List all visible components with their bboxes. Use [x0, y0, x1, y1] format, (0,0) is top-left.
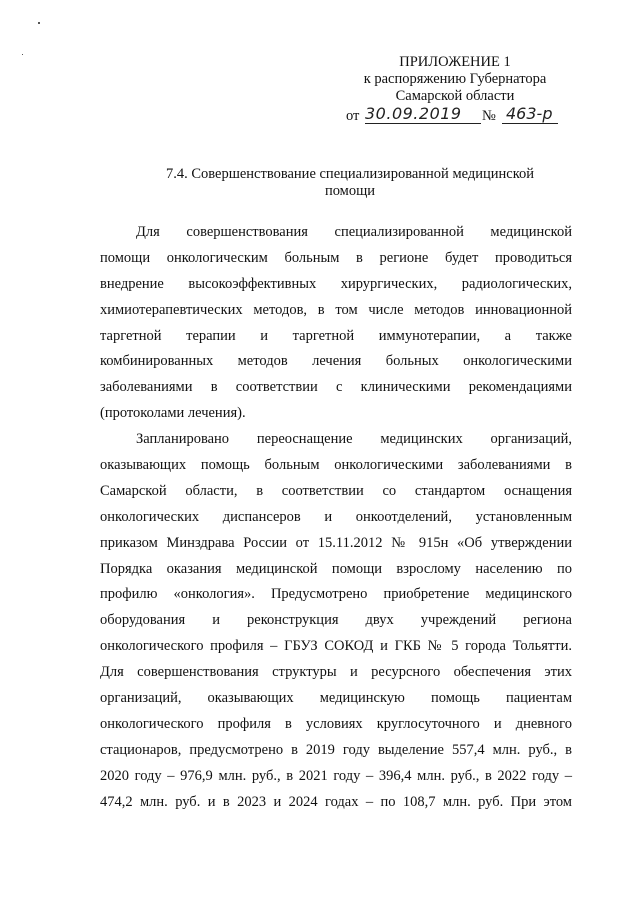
text-line: организаций, оказывающих медицинскую помощь пациентам: [100, 690, 572, 707]
text-line: внедрение высокоэффективных хирургических, радиологических,: [100, 275, 572, 292]
handwritten-date: 30.09.2019: [365, 104, 462, 123]
text-line: стационаров, предусмотрено в 2019 году выделение 557,4 млн. руб., в: [100, 741, 572, 758]
heading-line: 7.4. Совершенствование специализированной медицинской: [165, 166, 535, 182]
text-line: Для совершенствования структуры и ресурсного обеспечения этих: [100, 664, 572, 681]
text-line: Запланировано переоснащение медицинских организаций,: [136, 431, 572, 448]
from-label: от: [346, 108, 360, 124]
annex-subtitle: к распоряжению Губернатора: [363, 71, 547, 87]
text-line: химиотерапевтических методов, в том числе методов инновационной: [100, 301, 572, 318]
text-line: оборудования и реконструкция двух учреждений региона: [100, 612, 572, 629]
handwritten-number: 463-р: [506, 104, 553, 123]
text-line: приказом Минздрава России от 15.11.2012 № 915н «Об утверждении: [100, 534, 572, 551]
text-line: онкологических диспансеров и онкоотделений, установленным: [100, 508, 572, 525]
scan-speck: [38, 22, 40, 24]
text-line: (протоколами лечения).: [100, 405, 246, 422]
section-heading: [140, 166, 560, 200]
text-line: Порядка оказания медицинской помощи взрослому населению по: [100, 560, 572, 577]
text-line: профилю «онкология». Предусмотрено приобретение медицинского: [100, 586, 572, 603]
annex-block: [330, 54, 580, 105]
text-line: Самарской области, в соответствии со стандартом оснащения: [100, 482, 572, 499]
text-line: комбинированных методов лечения больных онкологическими: [100, 353, 572, 370]
scan-speck: [22, 54, 23, 55]
number-underline: [502, 123, 558, 124]
paragraph-2: [100, 427, 572, 815]
text-line: помощи онкологическим больным в регионе будет проводиться: [100, 249, 572, 266]
paragraph-1: [100, 220, 572, 427]
text-line: оказывающих помощь больным онкологическими заболеваниями в: [100, 457, 572, 474]
number-label: №: [482, 108, 496, 124]
text-line: 2020 году – 976,9 млн. руб., в 2021 году – 396,4 млн. руб., в 2022 году –: [100, 767, 572, 784]
annex-title: ПРИЛОЖЕНИЕ 1: [399, 54, 511, 70]
text-line: онкологического профиля – ГБУЗ СОКОД и ГКБ № 5 города Тольятти.: [100, 638, 572, 655]
body-text: [100, 220, 572, 815]
text-line: 474,2 млн. руб. и в 2023 и 2024 годах – по 108,7 млн. руб. При этом: [100, 793, 572, 810]
annex-date-number-line: [334, 106, 574, 126]
annex-region: Самарской области: [395, 88, 515, 104]
heading-line: помощи: [324, 183, 376, 199]
text-line: заболеваниями в соответствии с клиническими рекомендациями: [100, 379, 572, 396]
text-line: онкологического профиля в условиях круглосуточного и дневного: [100, 715, 572, 732]
text-line: таргетной терапии и таргетной иммунотерапии, а также: [100, 327, 572, 344]
date-underline: [365, 123, 481, 124]
text-line: Для совершенствования специализированной медицинской: [136, 224, 572, 240]
